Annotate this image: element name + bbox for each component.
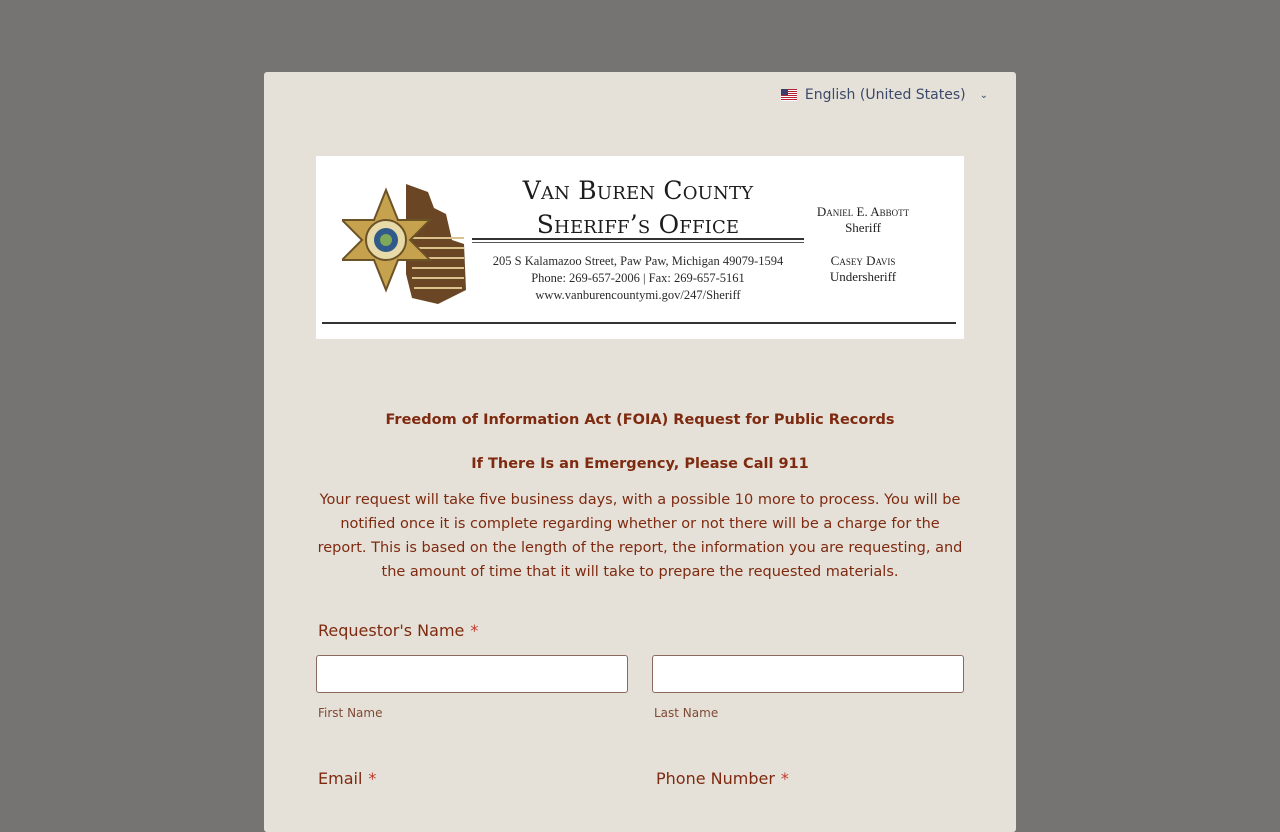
title-rule-thin xyxy=(472,242,804,243)
chevron-down-icon: ⌄ xyxy=(979,89,988,101)
form-card xyxy=(264,72,1016,832)
last-name-input[interactable] xyxy=(652,655,964,693)
emergency-notice: If There Is an Emergency, Please Call 911 xyxy=(471,456,809,472)
phone-number-label-text: Phone Number xyxy=(656,769,775,788)
sheriff-star-michigan-logo xyxy=(342,178,470,308)
sheriff-name: Daniel E. Abbott xyxy=(816,204,910,219)
language-selector[interactable] xyxy=(781,85,988,105)
required-marker: * xyxy=(368,769,377,788)
letterhead-banner xyxy=(316,156,964,339)
us-flag-icon xyxy=(781,89,797,101)
last-name-sublabel: Last Name xyxy=(654,706,719,720)
sheriff-title: Sheriff xyxy=(845,220,881,235)
requestor-name-label xyxy=(318,621,478,640)
requestor-name-label-text: Requestor's Name xyxy=(318,621,465,640)
undersheriff-block xyxy=(802,253,924,285)
required-marker: * xyxy=(470,621,479,640)
website-address: www.vanburencountymi.gov/247/Sheriff xyxy=(535,288,741,302)
contact-block xyxy=(472,253,804,304)
title-rule xyxy=(472,238,804,240)
first-name-sublabel: First Name xyxy=(318,706,383,720)
sheriff-block xyxy=(802,204,924,236)
organization-title xyxy=(472,174,804,242)
street-address: 205 S Kalamazoo Street, Paw Paw, Michigan 49079-1594 xyxy=(492,254,784,268)
officers-block xyxy=(802,204,924,285)
phone-number-label xyxy=(656,769,789,788)
email-label-text: Email xyxy=(318,769,363,788)
first-name-input[interactable] xyxy=(316,655,628,693)
letterhead-divider xyxy=(322,322,956,324)
undersheriff-name: Casey Davis xyxy=(830,253,896,268)
language-label: English (United States) xyxy=(804,87,966,103)
organization-name-line2: Sheriff’s Office xyxy=(536,210,740,239)
phone-fax: Phone: 269-657-2006 | Fax: 269-657-5161 xyxy=(531,271,745,285)
form-title: Freedom of Information Act (FOIA) Request for Public Records xyxy=(385,412,895,428)
email-label xyxy=(318,769,376,788)
undersheriff-title: Undersheriff xyxy=(829,269,897,284)
processing-description: Your request will take five business days, with a possible 10 more to process. You will be notified once it is complete regarding whether or not there will be a charge for the report. This is based on the length of the report, the information you are requesting, and the amount of time that it will take to prepare the requested materials. xyxy=(317,492,963,580)
organization-name-line1: Van Buren County xyxy=(522,176,754,205)
required-marker: * xyxy=(780,769,789,788)
